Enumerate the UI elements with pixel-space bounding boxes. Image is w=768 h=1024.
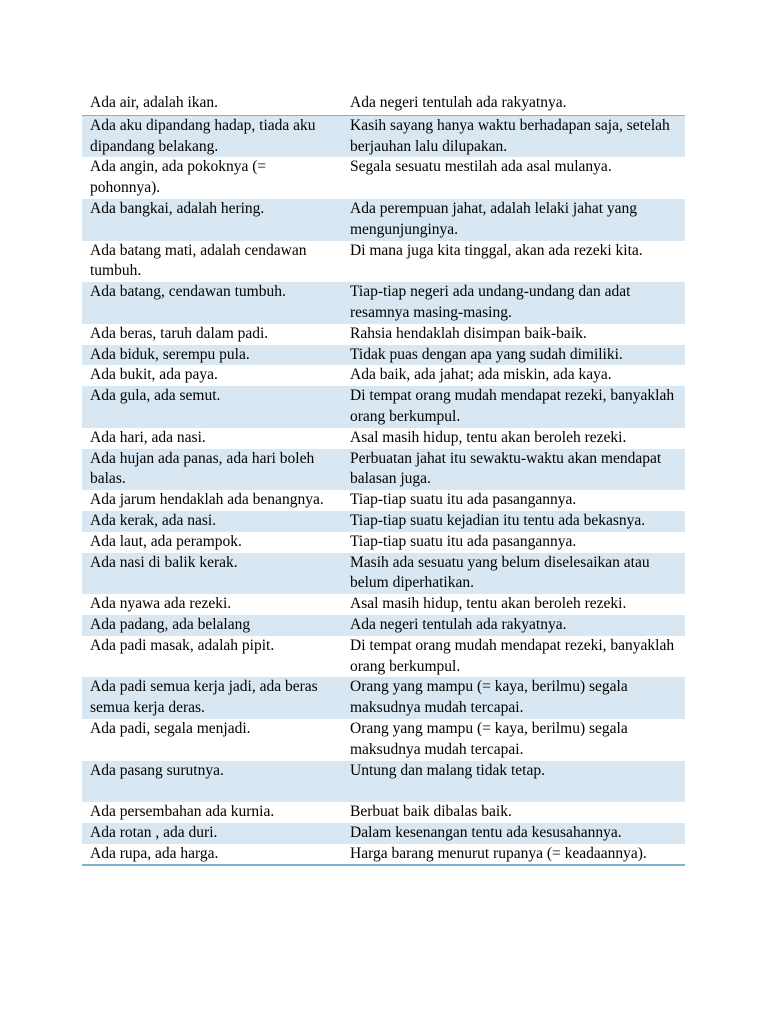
table-row [82,92,685,115]
meaning-cell: Tidak puas dengan apa yang sudah dimiliki. [342,345,685,366]
proverb-cell: Ada padang, ada belalang [82,615,342,636]
table-row [82,428,685,449]
meaning-cell: Asal masih hidup, tentu akan beroleh rezeki. [350,595,627,613]
proverb-cell: Ada beras, taruh dalam padi. [90,324,269,342]
row-spacer [90,781,338,802]
table-row [82,844,685,866]
proverb-cell: Ada aku dipandang hadap, tiada aku dipandang belakang. [82,115,342,157]
proverb-cell: Ada bukit, ada paya. [90,366,218,384]
proverb-cell: Ada padi masak, adalah pipit. [90,636,275,654]
meaning-cell: Orang yang mampu (= kaya, berilmu) segala maksudnya mudah tercapai. [342,677,685,719]
table-row [82,345,685,366]
meaning-cell: Tiap-tiap negeri ada undang-undang dan adat resamnya masing-masing. [342,282,685,324]
proverb-cell: Ada gula, ada semut. [82,386,342,428]
proverb-cell: Ada batang, cendawan tumbuh. [82,282,342,324]
proverb-cell: Ada nyawa ada rezeki. [90,595,232,613]
meaning-cell: Ada negeri tentulah ada rakyatnya. [342,615,685,636]
table-row [82,823,685,844]
proverb-cell: Ada padi semua kerja jadi, ada beras semua kerja deras. [82,677,342,719]
proverb-cell: Ada angin, ada pokoknya (= pohonnya). [90,158,267,197]
meaning-cell: Tiap-tiap suatu kejadian itu tentu ada bekasnya. [342,511,685,532]
proverb-cell: Ada rupa, ada harga. [82,844,342,866]
meaning-cell: Di tempat orang mudah mendapat rezeki, banyaklah orang berkumpul. [342,386,685,428]
table-row [82,802,685,823]
proverb-table [82,92,685,866]
meaning-cell: Ada perempuan jahat, adalah lelaki jahat yang mengunjunginya. [342,199,685,241]
proverb-text: Ada pasang surutnya. [90,761,224,779]
meaning-cell: Berbuat baik dibalas baik. [350,803,512,821]
table-row [82,615,685,636]
proverb-cell: Ada bangkai, adalah hering. [82,199,342,241]
proverb-cell: Ada air, adalah ikan. [82,92,342,115]
table-row [82,386,685,428]
table-row [82,241,685,283]
meaning-cell: Di mana juga kita tinggal, akan ada rezeki kita. [350,241,643,259]
table-row [82,511,685,532]
proverb-cell: Ada persembahan ada kurnia. [90,803,275,821]
proverb-cell: Ada hari, ada nasi. [90,428,206,446]
meaning-cell: Segala sesuatu mestilah ada asal mulanya. [350,158,612,176]
table-row [82,282,685,324]
table-row [82,719,685,761]
table-row [82,157,685,199]
meaning-cell: Di tempat orang mudah mendapat rezeki, banyaklah orang berkumpul. [350,636,675,675]
meaning-cell: Kasih sayang hanya waktu berhadapan saja, setelah berjauhan lalu dilupakan. [342,115,685,157]
meaning-cell: Harga barang menurut rupanya (= keadaannya). [342,844,685,866]
proverb-cell: Ada rotan , ada duri. [82,823,342,844]
proverb-cell: Ada batang mati, adalah cendawan tumbuh. [90,241,307,280]
meaning-cell: Untung dan malang tidak tetap. [342,761,685,803]
table-row [82,490,685,511]
meaning-cell: Perbuatan jahat itu sewaktu-waktu akan mendapat balasan juga. [342,449,685,491]
table-row [82,677,685,719]
table-row [82,115,685,157]
table-row [82,324,685,345]
meaning-cell: Masih ada sesuatu yang belum diselesaikan atau belum diperhatikan. [342,553,685,595]
proverb-cell: Ada biduk, serempu pula. [82,345,342,366]
meaning-cell: Orang yang mampu (= kaya, berilmu) segala maksudnya mudah tercapai. [350,719,628,758]
table-row [82,449,685,491]
meaning-cell: Ada negeri tentulah ada rakyatnya. [342,92,685,115]
table-row [82,594,685,615]
table-row [82,636,685,678]
proverb-cell [82,761,342,803]
table-row [82,761,685,803]
meaning-cell: Tiap-tiap suatu itu ada pasangannya. [350,532,577,550]
table-row [82,199,685,241]
proverb-cell: Ada kerak, ada nasi. [82,511,342,532]
proverb-cell: Ada laut, ada perampok. [90,532,242,550]
meaning-cell: Rahsia hendaklah disimpan baik-baik. [350,324,587,342]
meaning-cell: Tiap-tiap suatu itu ada pasangannya. [350,491,577,509]
table-row [82,365,685,386]
meaning-cell: Ada baik, ada jahat; ada miskin, ada kaya. [350,366,612,384]
meaning-cell: Dalam kesenangan tentu ada kesusahannya. [342,823,685,844]
table-row [82,532,685,553]
table-row [82,553,685,595]
proverb-cell: Ada padi, segala menjadi. [90,719,251,737]
proverb-cell: Ada jarum hendaklah ada benangnya. [90,491,324,509]
proverb-cell: Ada hujan ada panas, ada hari boleh balas. [82,449,342,491]
proverb-cell: Ada nasi di balik kerak. [82,553,342,595]
meaning-cell: Asal masih hidup, tentu akan beroleh rezeki. [350,428,627,446]
